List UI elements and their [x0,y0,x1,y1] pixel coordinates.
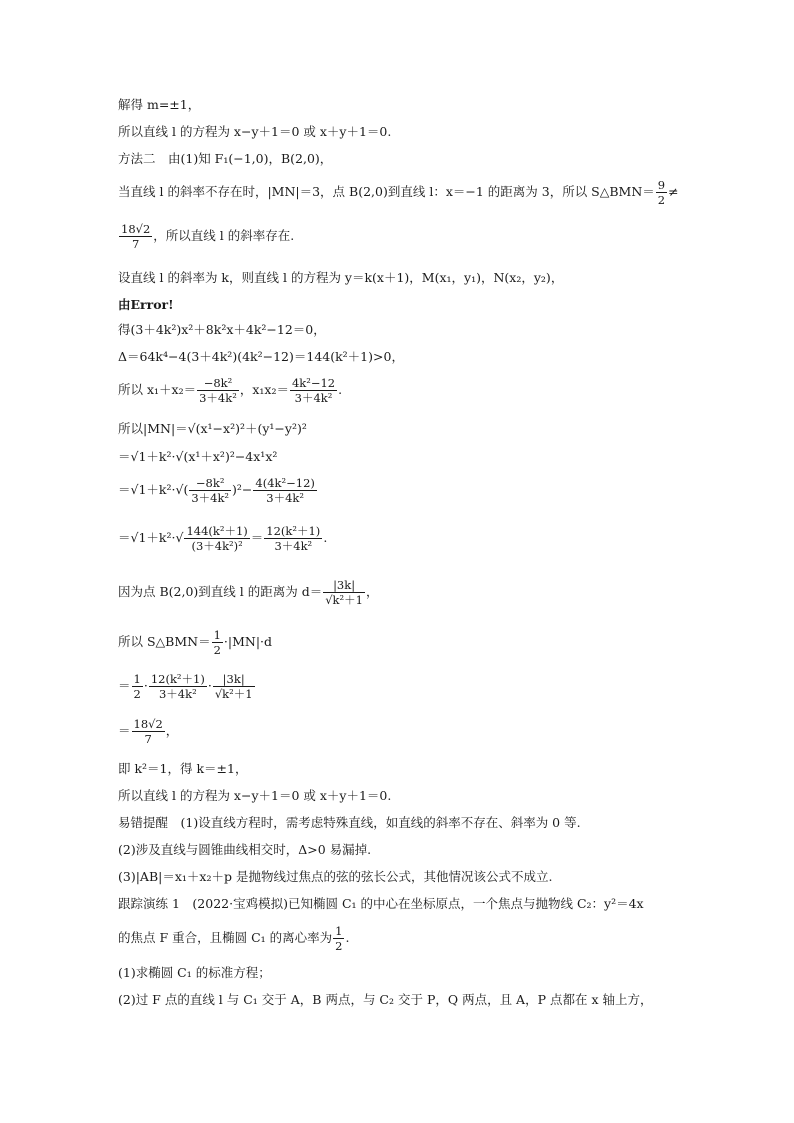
text-span: ， [165,723,179,738]
text-span: ≠ [668,184,679,199]
text-line: 所以直线 l 的方程为 x−y＋1＝0 或 x＋y＋1＝0. [118,124,392,139]
text-span: ，x₁x₂＝ [239,382,289,397]
fraction [132,672,143,701]
denominator: 3＋4k² [191,491,230,505]
numerator: 9 [657,178,666,192]
text-line [118,178,679,207]
numerator: 12(k²＋1) [150,672,205,686]
fraction [253,476,316,505]
numerator: 4(4k²−12) [255,476,315,490]
denominator: 7 [144,732,152,746]
numerator: |3k| [213,672,255,687]
text-span: ， [365,584,379,599]
denominator: √k²＋1 [214,687,253,701]
text-span: 所以 S△BMN＝ [118,634,211,649]
numerator: −8k² [197,376,239,391]
text-line [118,578,378,607]
text-line [118,924,349,953]
text-line: Δ＝64k⁴−4(3＋4k²)(4k²−12)＝144(k²＋1)>0， [118,349,404,364]
text-line [118,222,294,251]
numerator: 1 [213,628,221,642]
fraction [656,178,667,207]
text-line [118,628,272,657]
numerator: 1 [335,924,343,938]
numerator: −8k² [189,476,231,491]
text-line [118,524,327,553]
text-line [118,717,178,746]
text-line: ＝√1＋k²·√(x¹＋x²)²−4x¹x² [118,449,278,464]
text-line: 所以直线 l 的方程为 x−y＋1＝0 或 x＋y＋1＝0. [118,788,392,803]
denominator: 3＋4k² [274,539,313,553]
denominator: 3＋4k² [294,391,333,405]
fraction [212,628,223,657]
text-line [118,376,342,405]
fraction [323,578,365,607]
fraction [132,717,165,746]
text-span: · [143,678,148,693]
numerator: 18√2 [121,222,151,236]
text-span: ·|MN|·d [223,634,273,649]
text-line: 易错提醒 (1)设直线方程时，需考虑特殊直线，如直线的斜率不存在、斜率为 0 等. [118,815,581,830]
text-line [118,672,256,701]
text-line: 跟踪演练 1 (2022·宝鸡模拟)已知椭圆 C₁ 的中心在坐标原点，一个焦点与抛物线 C₂：y²＝4x [118,896,644,911]
text-span: . [345,930,350,945]
fraction [149,672,207,701]
text-line: (2)过 F 点的直线 l 与 C₁ 交于 A，B 两点，与 C₂ 交于 P，Q 两点，且 A，P 点都在 x 轴上方， [118,992,653,1007]
denominator: √k²＋1 [325,593,363,607]
denominator: 3＋4k² [199,391,237,405]
fraction [184,524,249,553]
fraction [197,376,239,405]
text-line: 所以|MN|＝√(x¹−x²)²＋(y¹−y²)² [118,421,307,436]
text-line: 方法二 由(1)知 F₁(−1,0)，B(2,0)， [118,151,333,166]
text-line: (2)涉及直线与圆锥曲线相交时，Δ>0 易漏掉. [118,842,372,857]
fraction [333,924,344,953]
numerator: |3k| [323,578,365,593]
text-span: . [338,382,343,397]
text-line: 得(3＋4k²)x²＋8k²x＋4k²−12＝0， [118,322,326,337]
text-span: ＝√1＋k²·√( [118,482,189,497]
text-span: 的焦点 F 重合，且椭圆 C₁ 的离心率为 [118,930,333,945]
text-span: 所以 x₁＋x₂＝ [118,382,197,397]
text-line: (3)|AB|＝x₁＋x₂＋p 是抛物线过焦点的弦的弦长公式，其他情况该公式不成立. [118,869,553,884]
fraction [213,672,255,701]
denominator: 2 [335,939,343,953]
text-line: (1)求椭圆 C₁ 的标准方程； [118,965,271,980]
text-line: 由Error! [118,297,174,312]
denominator: 2 [133,687,141,701]
numerator: 4k²−12 [291,376,336,390]
text-line: 解得 m=±1， [118,97,201,112]
numerator: 12(k²＋1) [266,524,321,538]
text-span: )²− [232,482,253,497]
fraction [119,222,152,251]
text-span: ＝ [118,723,131,738]
numerator: 18√2 [133,717,163,731]
text-span: ＝ [250,530,264,545]
denominator: 2 [213,643,221,657]
denominator: (3＋4k²)² [191,539,243,553]
denominator: 7 [131,237,140,251]
text-line [118,476,318,505]
fraction [290,376,337,405]
fraction [264,524,322,553]
denominator: 2 [657,193,666,207]
text-span: ，所以直线 l 的斜率存在. [153,228,295,243]
text-span: ＝ [118,678,131,693]
text-span: . [323,530,328,545]
text-line: 设直线 l 的斜率为 k，则直线 l 的方程为 y＝k(x＋1)，M(x₁，y₁)，N(x₂，y₂)， [118,270,564,285]
text-span: 因为点 B(2,0)到直线 l 的距离为 d＝ [118,584,323,599]
text-span: · [207,678,212,693]
fraction [189,476,231,505]
denominator: 3＋4k² [158,687,197,701]
denominator: 3＋4k² [266,491,305,505]
text-span: ＝√1＋k²·√ [118,530,184,545]
numerator: 144(k²＋1) [186,524,248,538]
numerator: 1 [133,672,141,686]
text-span: 当直线 l 的斜率不存在时，|MN|＝3，点 B(2,0)到直线 l：x＝−1 的距离为 3，所以 S△BMN＝ [118,184,655,199]
text-line: 即 k²＝1，得 k＝±1， [118,761,248,776]
